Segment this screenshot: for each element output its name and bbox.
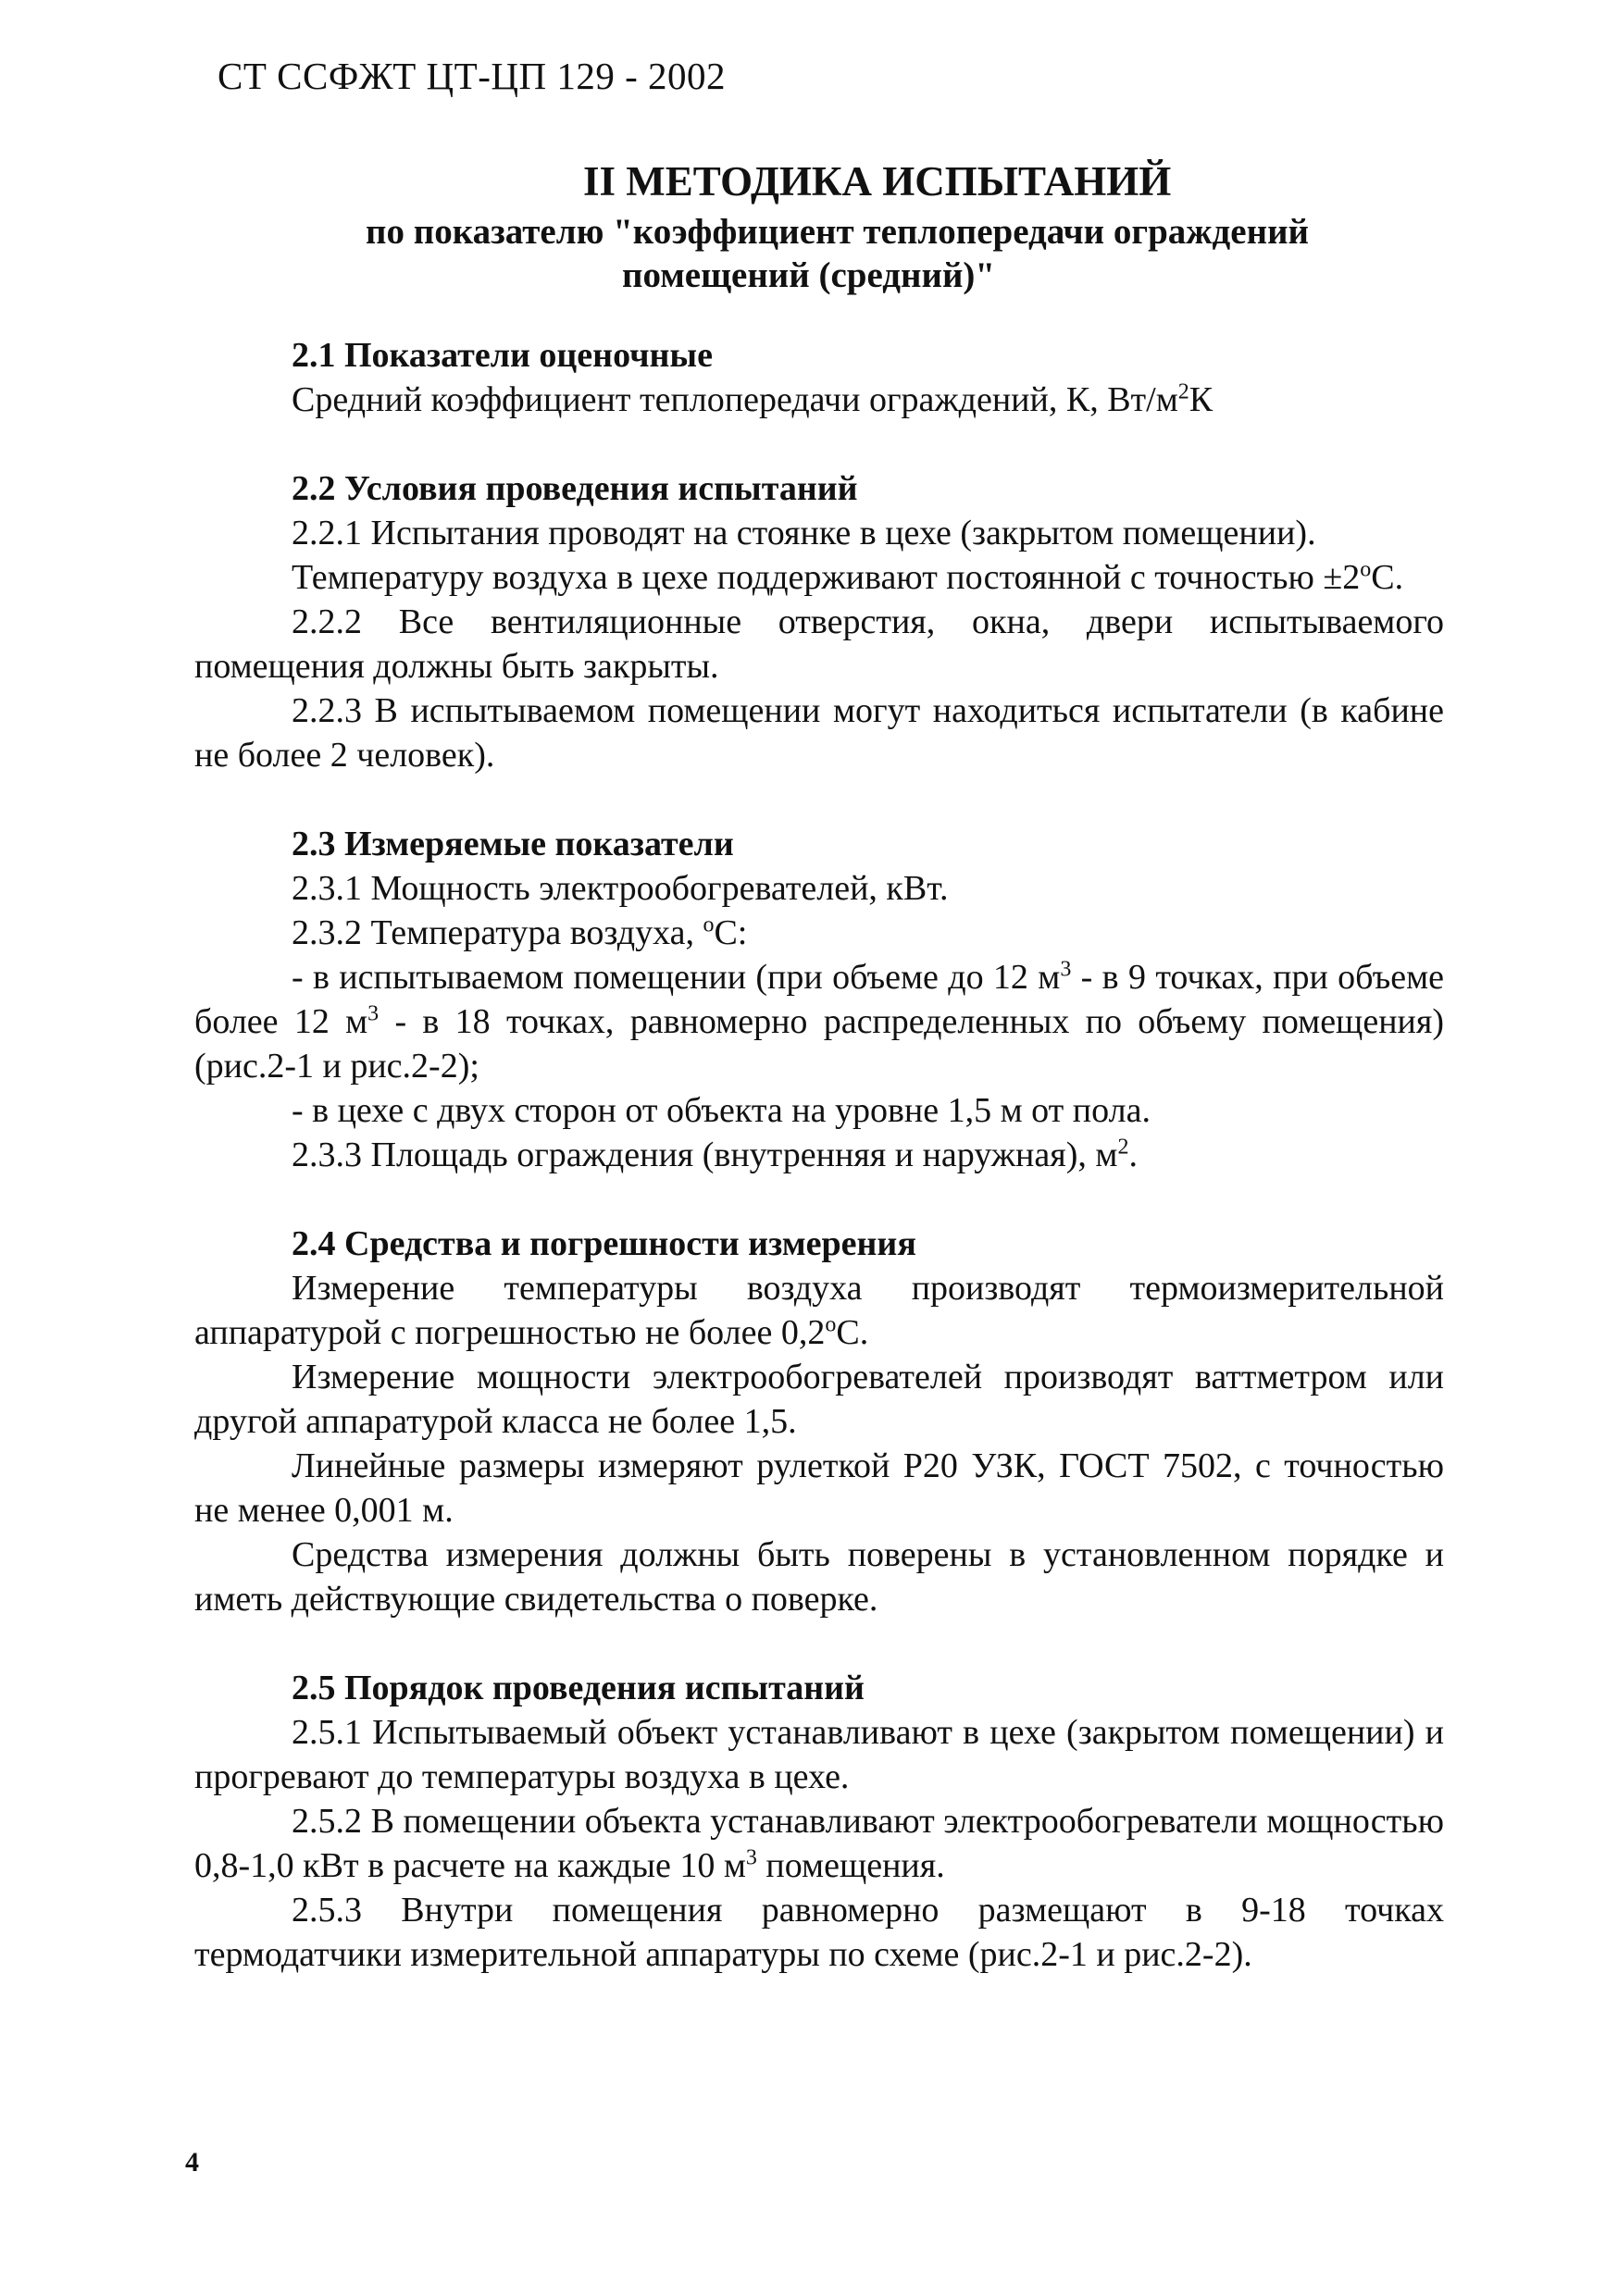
section-title: II МЕТОДИКА ИСПЫТАНИЙ [583, 158, 1172, 205]
section-heading: 2.1 Показатели оценочные [292, 336, 713, 375]
paragraph: - в цехе с двух сторон от объекта на уровне 1,5 м от пола. [292, 1091, 1151, 1130]
section-2-5 [194, 1666, 1444, 1977]
paragraph: 2.2.2 Все вентиляционные отверстия, окна, двери испытываемого помещения должны быть закрыты. [194, 602, 1444, 686]
paragraph: Температуру воздуха в цехе поддерживают постоянной с точностью $\pm 2^оС$. [292, 557, 1404, 597]
paragraph: 2.3.3 Площадь ограждения (внутренняя и наружная), $м^2$. [292, 1135, 1138, 1174]
section-heading: 2.5 Порядок проведения испытаний [292, 1669, 865, 1707]
section-2-1 [194, 333, 1444, 422]
section-heading: 2.4 Средства и погрешности измерения [292, 1224, 916, 1263]
paragraph: 2.5.1 Испытываемый объект устанавливают в цехе (закрытом помещении) и прогревают до температуры воздуха в цехе. [194, 1713, 1444, 1796]
paragraph: 2.3.2 Температура воздуха, $^о$С: [292, 912, 748, 952]
section-heading: 2.2 Условия проведения испытаний [292, 469, 858, 508]
section-2-4 [194, 1222, 1444, 1621]
section-subtitle-line-1: по показателю "коэффициент теплопередачи ограждений [366, 212, 1310, 252]
document-code: СТ ССФЖТ ЦТ-ЦП 129 - 2002 [218, 55, 726, 97]
paragraph: Средства измерения должны быть поверены в установленном порядке и иметь действующие свидетельства о поверке. [194, 1535, 1444, 1619]
paragraph: Средний коэффициент теплопередачи ограждений, К, $Вт/м^2К$ [292, 379, 1214, 419]
page-number: 4 [185, 2147, 199, 2178]
paragraph: 2.2.1 Испытания проводят на стоянке в цехе (закрытом помещении). [292, 514, 1316, 552]
paragraph: Измерение мощности электрообогревателей производят ваттметром или другой аппаратурой класса не более 1,5. [194, 1358, 1444, 1441]
paragraph: 2.5.3 Внутри помещения равномерно размещают в 9-18 точках термодатчики измерительной аппаратуры по схеме (рис.2-1 и рис.2-2). [194, 1891, 1444, 1974]
paragraph: 2.3.1 Мощность электрообогревателей, кВт. [292, 869, 949, 908]
paragraph: - в испытываемом помещении (при объеме до 12 $м^3$ - в 9 точках, при объеме более 12 $м^3$ - в 18 точках, равномерно распределенных по объему помещения) (рис.2-1 и рис.2-2); [194, 957, 1444, 1086]
section-2-2 [194, 466, 1444, 777]
paragraph: Измерение температуры воздуха производят термоизмерительной аппаратурой с погрешностью не более $0,2^оС$. [194, 1269, 1444, 1352]
document-body [194, 333, 1444, 2021]
paragraph: 2.2.3 В испытываемом помещении могут находиться испытатели (в кабине не более 2 человек). [194, 691, 1444, 775]
section-2-3 [194, 822, 1444, 1177]
paragraph: Линейные размеры измеряют рулеткой Р20 УЗК, ГОСТ 7502, с точностью не менее 0,001 м. [194, 1446, 1444, 1530]
section-subtitle-line-2: помещений (средний)" [622, 255, 996, 295]
paragraph: 2.5.2 В помещении объекта устанавливают электрообогреватели мощностью 0,8-1,0 кВт в расчете на каждые 10 $м^3$ помещения. [194, 1802, 1444, 1885]
section-heading: 2.3 Измеряемые показатели [292, 825, 734, 863]
